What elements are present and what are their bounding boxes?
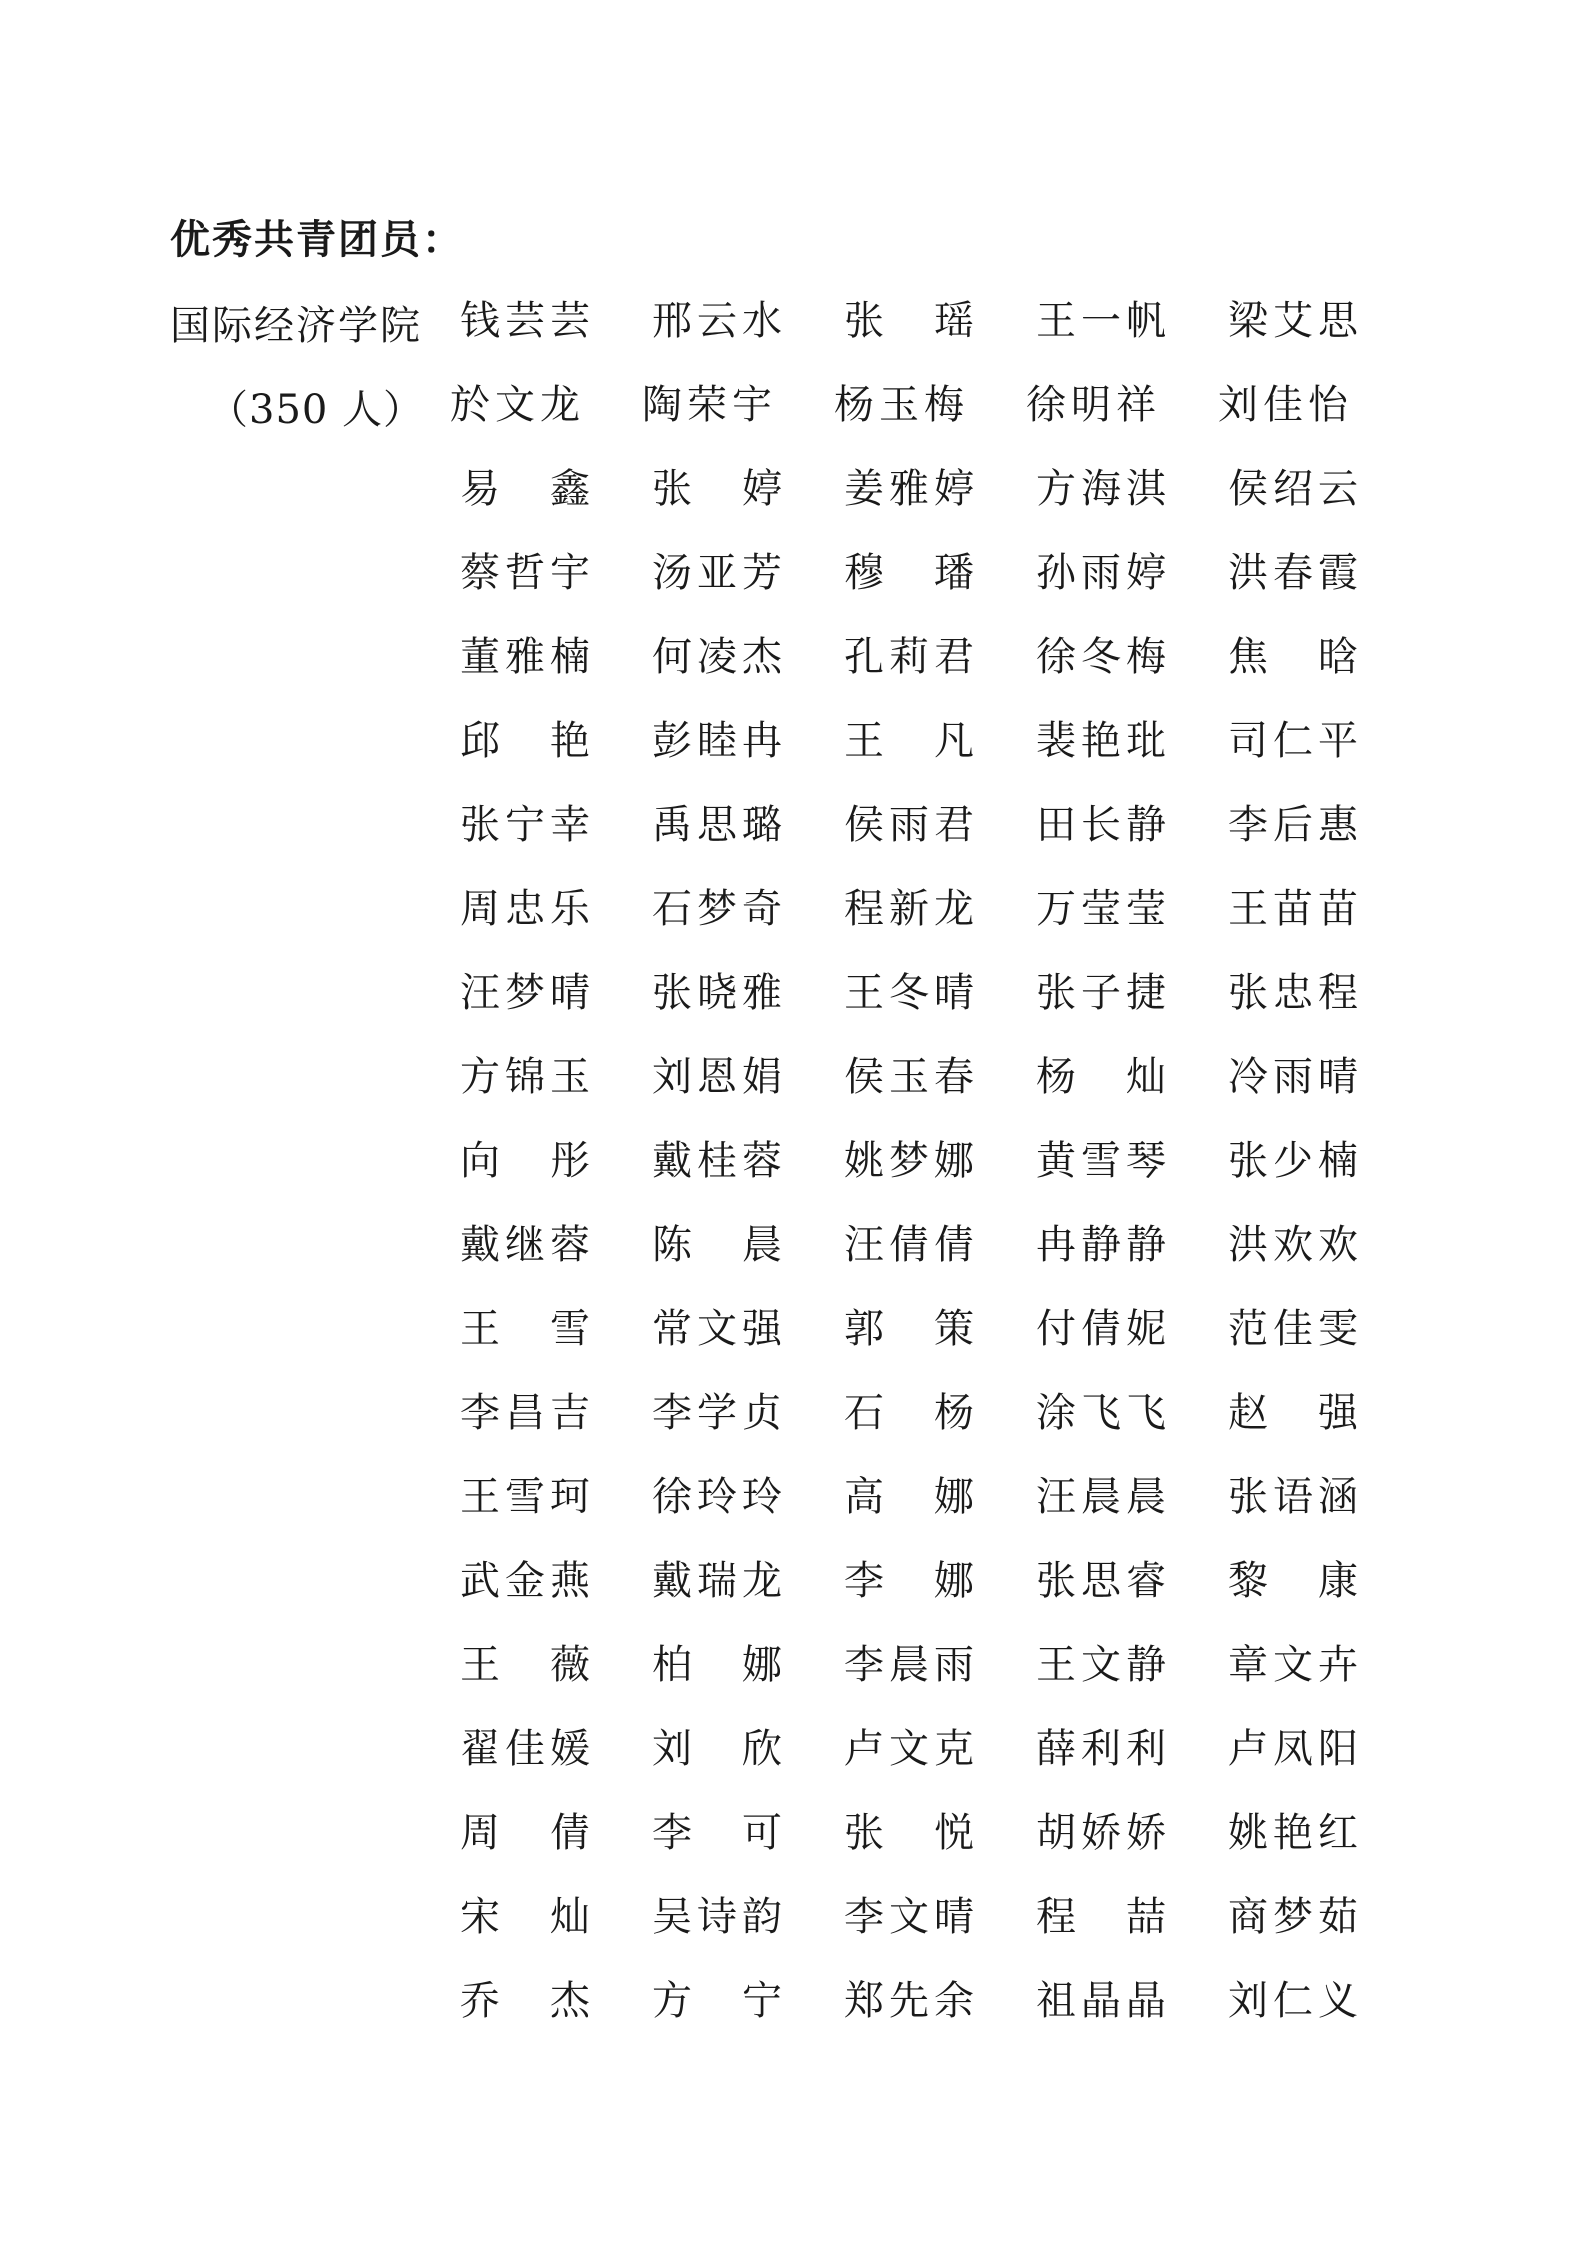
member-name: 薛利利 [1036, 1726, 1166, 1772]
member-name: 吴诗韵 [652, 1894, 782, 1940]
member-name: 武金燕 [460, 1558, 590, 1604]
member-name: 宋灿 [460, 1894, 590, 1940]
member-name: 张少楠 [1228, 1138, 1358, 1184]
member-name: 孔莉君 [844, 634, 974, 680]
member-name: 万莹莹 [1036, 886, 1166, 932]
member-name: 付倩妮 [1036, 1306, 1166, 1352]
member-name: 黄雪琴 [1036, 1138, 1166, 1184]
member-name: 姚艳红 [1228, 1810, 1358, 1856]
member-name: 张婷 [652, 466, 782, 512]
member-name: 郑先余 [844, 1978, 974, 2024]
member-name: 易鑫 [460, 466, 590, 512]
member-name: 裴艳玭 [1036, 718, 1166, 764]
member-name: 方宁 [652, 1978, 782, 2024]
member-name: 王冬晴 [844, 970, 974, 1016]
member-name: 赵强 [1228, 1390, 1358, 1436]
member-name: 向彤 [460, 1138, 590, 1184]
member-name: 王凡 [844, 718, 974, 764]
member-name: 石梦奇 [652, 886, 782, 932]
member-name: 戴桂蓉 [652, 1138, 782, 1184]
member-name: 王雪珂 [460, 1474, 590, 1520]
member-name: 李学贞 [652, 1390, 782, 1436]
member-name: 田长静 [1036, 802, 1166, 848]
member-name: 姚梦娜 [844, 1138, 974, 1184]
member-name: 王文静 [1036, 1642, 1166, 1688]
member-name: 刘欣 [652, 1726, 782, 1772]
member-name: 陶荣宇 [642, 382, 772, 428]
member-name: 张语涵 [1228, 1474, 1358, 1520]
member-name: 杨灿 [1036, 1054, 1166, 1100]
member-name: 郭策 [844, 1306, 974, 1352]
member-name: 乔杰 [460, 1978, 590, 2024]
member-name: 洪欢欢 [1228, 1222, 1358, 1268]
member-name: 张悦 [844, 1810, 974, 1856]
member-name: 张子捷 [1036, 970, 1166, 1016]
member-name: 方海淇 [1036, 466, 1166, 512]
member-name: 张思睿 [1036, 1558, 1166, 1604]
member-name: 於文龙 [450, 382, 580, 428]
member-name: 司仁平 [1228, 718, 1358, 764]
member-name: 何凌杰 [652, 634, 782, 680]
member-name: 张晓雅 [652, 970, 782, 1016]
member-name: 冷雨晴 [1228, 1054, 1358, 1100]
member-name: 翟佳媛 [460, 1726, 590, 1772]
member-name: 焦晗 [1228, 634, 1358, 680]
member-name: 祖晶晶 [1036, 1978, 1166, 2024]
member-name: 王一帆 [1036, 298, 1166, 344]
member-name: 石杨 [844, 1390, 974, 1436]
member-name: 戴继蓉 [460, 1222, 590, 1268]
member-name: 洪春霞 [1228, 550, 1358, 596]
member-name: 陈晨 [652, 1222, 782, 1268]
member-name: 程喆 [1036, 1894, 1166, 1940]
member-name: 冉静静 [1036, 1222, 1166, 1268]
member-name: 蔡哲宇 [460, 550, 590, 596]
member-name: 李娜 [844, 1558, 974, 1604]
member-name: 张忠程 [1228, 970, 1358, 1016]
member-name: 商梦茹 [1228, 1894, 1358, 1940]
member-name: 黎康 [1228, 1558, 1358, 1604]
member-name: 汪梦晴 [460, 970, 590, 1016]
member-name: 汤亚芳 [652, 550, 782, 596]
member-name: 卢凤阳 [1228, 1726, 1358, 1772]
member-name: 柏娜 [652, 1642, 782, 1688]
member-name: 姜雅婷 [844, 466, 974, 512]
member-name: 徐玲玲 [652, 1474, 782, 1520]
member-name: 侯玉春 [844, 1054, 974, 1100]
member-name: 张瑶 [844, 298, 974, 344]
member-name: 周忠乐 [460, 886, 590, 932]
member-name: 李昌吉 [460, 1390, 590, 1436]
member-name: 徐明祥 [1026, 382, 1156, 428]
member-name: 孙雨婷 [1036, 550, 1166, 596]
member-name: 刘佳怡 [1218, 382, 1348, 428]
member-name: 张宁幸 [460, 802, 590, 848]
department-count: （350 人） [208, 387, 425, 433]
member-name: 王苗苗 [1228, 886, 1358, 932]
member-name: 戴瑞龙 [652, 1558, 782, 1604]
member-name: 李晨雨 [844, 1642, 974, 1688]
member-name: 李后惠 [1228, 802, 1358, 848]
member-name: 侯雨君 [844, 802, 974, 848]
member-name: 邱艳 [460, 718, 590, 764]
member-name: 徐冬梅 [1036, 634, 1166, 680]
member-name: 钱芸芸 [460, 298, 590, 344]
member-name: 李文晴 [844, 1894, 974, 1940]
member-name: 卢文克 [844, 1726, 974, 1772]
member-name: 涂飞飞 [1036, 1390, 1166, 1436]
member-name: 杨玉梅 [834, 382, 964, 428]
member-name: 范佳雯 [1228, 1306, 1358, 1352]
member-name: 王雪 [460, 1306, 590, 1352]
member-name: 禹思璐 [652, 802, 782, 848]
member-name: 汪晨晨 [1036, 1474, 1166, 1520]
department-name: 国际经济学院 [170, 303, 422, 349]
member-name: 程新龙 [844, 886, 974, 932]
member-name: 李可 [652, 1810, 782, 1856]
member-name: 高娜 [844, 1474, 974, 1520]
member-name: 邢云水 [652, 298, 782, 344]
member-name: 周倩 [460, 1810, 590, 1856]
member-name: 汪倩倩 [844, 1222, 974, 1268]
member-name: 常文强 [652, 1306, 782, 1352]
member-name: 刘恩娟 [652, 1054, 782, 1100]
member-name: 王薇 [460, 1642, 590, 1688]
member-name: 胡娇娇 [1036, 1810, 1166, 1856]
member-name: 穆璠 [844, 550, 974, 596]
member-name: 刘仁义 [1228, 1978, 1358, 2024]
member-name: 侯绍云 [1228, 466, 1358, 512]
member-name: 董雅楠 [460, 634, 590, 680]
member-name: 梁艾思 [1228, 298, 1358, 344]
member-name: 彭睦冉 [652, 718, 782, 764]
section-heading: 优秀共青团员： [170, 216, 464, 263]
member-name: 方锦玉 [460, 1054, 590, 1100]
member-name: 章文卉 [1228, 1642, 1358, 1688]
names-grid [450, 294, 1380, 2058]
